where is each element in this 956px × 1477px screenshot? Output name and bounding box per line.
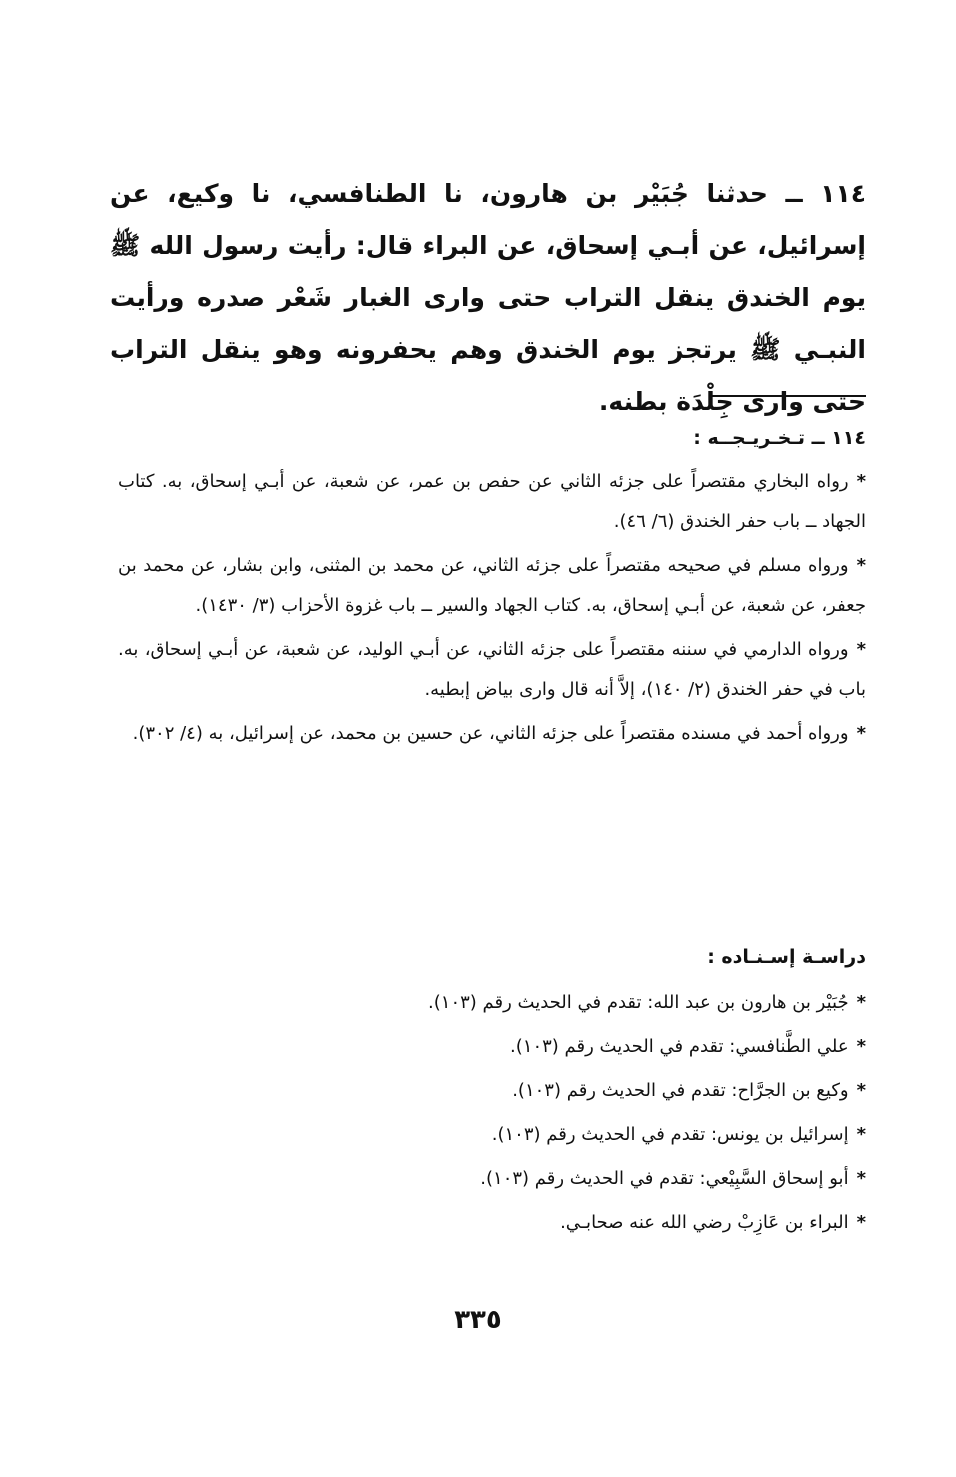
isnad-section — [226, 935, 866, 1245]
isnad-title: دراسـة إسـنـاده : — [707, 946, 866, 968]
takhrij-section — [118, 418, 866, 758]
isnad-item-text: علي الطَّنافسي: تقدم في الحديث رقم (١٠٣). — [510, 1036, 849, 1057]
bullet-star-icon: * — [856, 639, 866, 660]
isnad-item-text: وكيع بن الجرَّاح: تقدم في الحديث رقم (١٠٣). — [512, 1080, 849, 1101]
takhrij-note — [118, 546, 866, 626]
bullet-star-icon: * — [856, 1212, 866, 1233]
takhrij-note-text: رواه البخاري مقتصراً على جزئه الثاني عن حفص بن عمر، عن شعبة، عن أبـي إسحاق، به. كتاب الجهاد ــ باب حفر الخندق (٦/ ٤٦). — [118, 471, 866, 532]
bullet-star-icon: * — [856, 992, 866, 1013]
hadith-text-block — [110, 168, 866, 428]
list-item — [226, 1157, 866, 1201]
isnad-item-text: جُبَيْر بن هارون بن عبد الله: تقدم في الحديث رقم (١٠٣). — [428, 992, 849, 1013]
takhrij-note-text: ورواه مسلم في صحيحه مقتصراً على جزئه الثاني، عن محمد بن المثنى، وابن بشار، عن محمد بن جعفر، عن شعبة، عن أبـي إسحاق، به. كتاب الجهاد والسير ــ باب غزوة الأحزاب (٣/ ١٤٣٠). — [118, 555, 866, 616]
list-item — [226, 1069, 866, 1113]
list-item — [226, 981, 866, 1025]
bullet-star-icon: * — [856, 1124, 866, 1145]
footnote-divider — [710, 395, 866, 397]
isnad-item-text: إسرائيل بن يونس: تقدم في الحديث رقم (١٠٣). — [491, 1124, 849, 1145]
takhrij-note — [118, 462, 866, 542]
takhrij-note-text: ورواه أحمد في مسنده مقتصراً على جزئه الثاني، عن حسين بن محمد، عن إسرائيل، به (٤/ ٣٠٢). — [132, 723, 849, 744]
bullet-star-icon: * — [856, 1036, 866, 1057]
takhrij-note-text: ورواه الدارمي في سننه مقتصراً على جزئه الثاني، عن أبـي الوليد، عن شعبة، عن أبـي إسحاق، به. باب في حفر الخندق (٢/ ١٤٠)، إلاَّ أنه قال وارى بياض إبطيه. — [118, 639, 866, 700]
bullet-star-icon: * — [856, 723, 866, 744]
list-item — [226, 1113, 866, 1157]
isnad-list — [226, 981, 866, 1245]
bullet-star-icon: * — [856, 471, 866, 492]
isnad-item-text: أبو إسحاق السَّبِيْعي: تقدم في الحديث رقم (١٠٣). — [480, 1168, 849, 1189]
takhrij-note — [118, 714, 866, 754]
page-number: ٣٣٥ — [454, 1305, 502, 1335]
bullet-star-icon: * — [856, 555, 866, 576]
list-item — [226, 1025, 866, 1069]
takhrij-note — [118, 630, 866, 710]
bullet-star-icon: * — [856, 1080, 866, 1101]
hadith-text: ١١٤ ــ حدثنا جُبَيْر بن هارون، نا الطنافسي، نا وكيع، عن إسرائيل، عن أبـي إسحاق، عن البراء قال: رأيت رسول الله ﷺ يوم الخندق ينقل التراب حتى وارى الغبار شَعْر صدره ورأيت النبـي ﷺ يرتجز يوم الخندق وهم يحفرونه وهو ينقل التراب حتى وارى جِلْدَة بطنه. — [110, 179, 866, 416]
takhrij-title: ١١٤ ــ تـخـريـجــه : — [693, 427, 866, 449]
bullet-star-icon: * — [856, 1168, 866, 1189]
list-item — [226, 1201, 866, 1245]
isnad-item-text: البراء بن عَازِبْ رضي الله عنه صحابـي. — [560, 1212, 849, 1233]
